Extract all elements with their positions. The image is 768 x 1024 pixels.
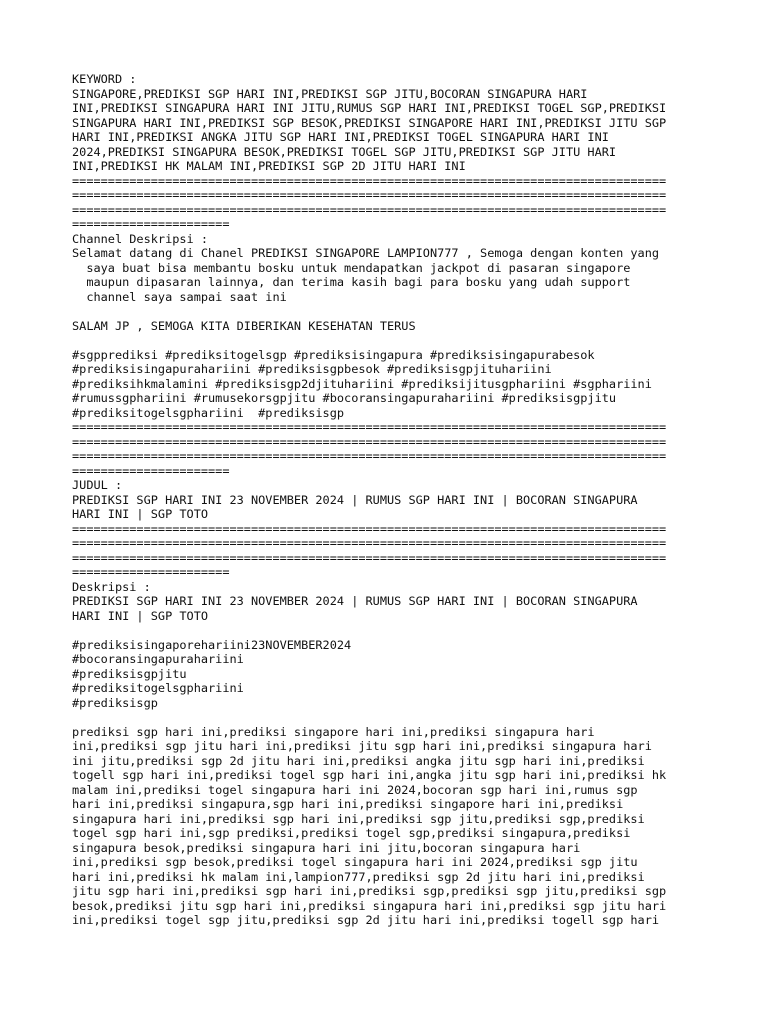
- separator-line: ===================================================================================: [72, 536, 667, 550]
- text-line: INI,PREDIKSI HK MALAM INI,PREDIKSI SGP 2D JITU HARI INI: [72, 159, 466, 173]
- text-line: Selamat datang di Chanel PREDIKSI SINGAPORE LAMPION777 , Semoga dengan konten yang: [72, 246, 660, 260]
- hashtag-line: #prediksisingaporehariini23NOVEMBER2024: [72, 637, 352, 652]
- text-line: PREDIKSI SGP HARI INI 23 NOVEMBER 2024 | RUMUS SGP HARI INI | BOCORAN SINGAPURA: [72, 594, 638, 608]
- text-line: PREDIKSI SGP HARI INI 23 NOVEMBER 2024 | RUMUS SGP HARI INI | BOCORAN SINGAPURA: [72, 492, 638, 507]
- text-line: ini jitu,prediksi sgp 2d jitu hari ini,prediksi angka jitu sgp hari ini,prediksi: [72, 753, 645, 768]
- separator-line: ======================: [72, 217, 230, 231]
- text-line: channel saya sampai saat ini: [72, 289, 287, 304]
- hashtag-line: #prediksitogelsgphariini: [72, 681, 244, 695]
- hashtag-line: #bocoransingapurahariini: [72, 652, 244, 666]
- separator-line: ===================================================================================: [72, 449, 667, 463]
- separator-line: ===================================================================================: [72, 202, 667, 217]
- blank-line: [72, 333, 768, 348]
- text-line: jitu sgp hari ini,prediksi sgp hari ini,prediksi sgp,prediksi sgp jitu,prediksi sgp: [72, 884, 667, 898]
- blank-line: [72, 710, 768, 725]
- text-line: singapura besok,prediksi singapura hari ini jitu,bocoran singapura hari: [72, 840, 581, 855]
- hashtag-line: #prediksisgp: [72, 695, 158, 710]
- text-line: HARI INI | SGP TOTO: [72, 507, 209, 521]
- text-line: SALAM JP , SEMOGA KITA DIBERIKAN KESEHATAN TERUS: [72, 318, 416, 333]
- text-line: maupun dipasaran lainnya, dan terima kasih bagi para bosku yang udah support: [72, 275, 631, 289]
- section-heading: Channel Deskripsi :: [72, 231, 209, 246]
- document-body: [72, 72, 768, 928]
- hashtag-line: #rumussgphariini #rumusekorsgpjitu #bocoransingapurahariini #prediksisgpjitu: [72, 391, 617, 405]
- text-line: togell sgp hari ini,prediksi togel sgp hari ini,angka jitu sgp hari ini,prediksi hk: [72, 768, 667, 782]
- text-line: saya buat bisa membantu bosku untuk mendapatkan jackpot di pasaran singapore: [72, 260, 631, 275]
- text-line: HARI INI | SGP TOTO: [72, 608, 209, 623]
- text-line: hari ini,prediksi singapura,sgp hari ini,prediksi singapore hari ini,prediksi: [72, 797, 624, 811]
- text-line: besok,prediksi jitu sgp hari ini,prediksi singapura hari ini,prediksi sgp jitu hari: [72, 898, 667, 913]
- text-line: 2024,PREDIKSI SINGAPURA BESOK,PREDIKSI TOGEL SGP JITU,PREDIKSI SGP JITU HARI: [72, 144, 617, 159]
- text-line: ini,prediksi sgp jitu hari ini,prediksi jitu sgp hari ini,prediksi singapura hari: [72, 739, 652, 753]
- text-line: SINGAPURA HARI INI,PREDIKSI SGP BESOK,PREDIKSI SINGAPORE HARI INI,PREDIKSI JITU SGP: [72, 115, 667, 130]
- separator-line: ===================================================================================: [72, 188, 667, 202]
- separator-line: ======================: [72, 463, 230, 478]
- section-heading: JUDUL :: [72, 478, 123, 492]
- section-heading: Deskripsi :: [72, 579, 151, 594]
- text-line: togel sgp hari ini,sgp prediksi,prediksi togel sgp,prediksi singapura,prediksi: [72, 826, 631, 840]
- section-heading: KEYWORD :: [72, 72, 137, 86]
- text-line: SINGAPORE,PREDIKSI SGP HARI INI,PREDIKSI SGP JITU,BOCORAN SINGAPURA HARI: [72, 86, 588, 101]
- text-line: hari ini,prediksi hk malam ini,lampion777,prediksi sgp 2d jitu hari ini,prediksi: [72, 869, 645, 884]
- separator-line: ======================: [72, 565, 230, 579]
- hashtag-line: #prediksihkmalamini #prediksisgp2djituhariini #prediksijitusgphariini #sgphariini: [72, 376, 652, 391]
- blank-line: [72, 623, 768, 638]
- text-line: prediksi sgp hari ini,prediksi singapore hari ini,prediksi singapura hari: [72, 724, 595, 739]
- separator-line: ===================================================================================: [72, 521, 667, 536]
- separator-line: ===================================================================================: [72, 550, 667, 565]
- text-line: malam ini,prediksi togel singapura hari ini 2024,bocoran sgp hari ini,rumus sgp: [72, 782, 638, 797]
- hashtag-line: #sgpprediksi #prediksitogelsgp #prediksisingapura #prediksisingapurabesok: [72, 347, 595, 362]
- hashtag-line: #prediksisgpjitu: [72, 666, 187, 681]
- blank-line: [72, 304, 768, 319]
- text-line: ini,prediksi togel sgp jitu,prediksi sgp 2d jitu hari ini,prediksi togell sgp hari: [72, 913, 660, 927]
- separator-line: ===================================================================================: [72, 420, 667, 434]
- separator-line: ===================================================================================: [72, 173, 667, 188]
- text-line: ini,prediksi sgp besok,prediksi togel singapura hari ini 2024,prediksi sgp jitu: [72, 855, 638, 869]
- hashtag-line: #prediksitogelsgphariini #prediksisgp: [72, 405, 345, 420]
- text-line: HARI INI,PREDIKSI ANGKA JITU SGP HARI INI,PREDIKSI TOGEL SINGAPURA HARI INI: [72, 130, 609, 144]
- hashtag-line: #prediksisingapuraharіini #prediksisgpbesok #prediksisgpjituhariini: [72, 362, 552, 376]
- separator-line: ===================================================================================: [72, 434, 667, 449]
- text-line: singapura hari ini,prediksi sgp hari ini,prediksi sgp jitu,prediksi sgp,prediksi: [72, 811, 645, 826]
- text-line: INI,PREDIKSI SINGAPURA HARI INI JITU,RUMUS SGP HARI INI,PREDIKSI TOGEL SGP,PREDIKSI: [72, 101, 667, 115]
